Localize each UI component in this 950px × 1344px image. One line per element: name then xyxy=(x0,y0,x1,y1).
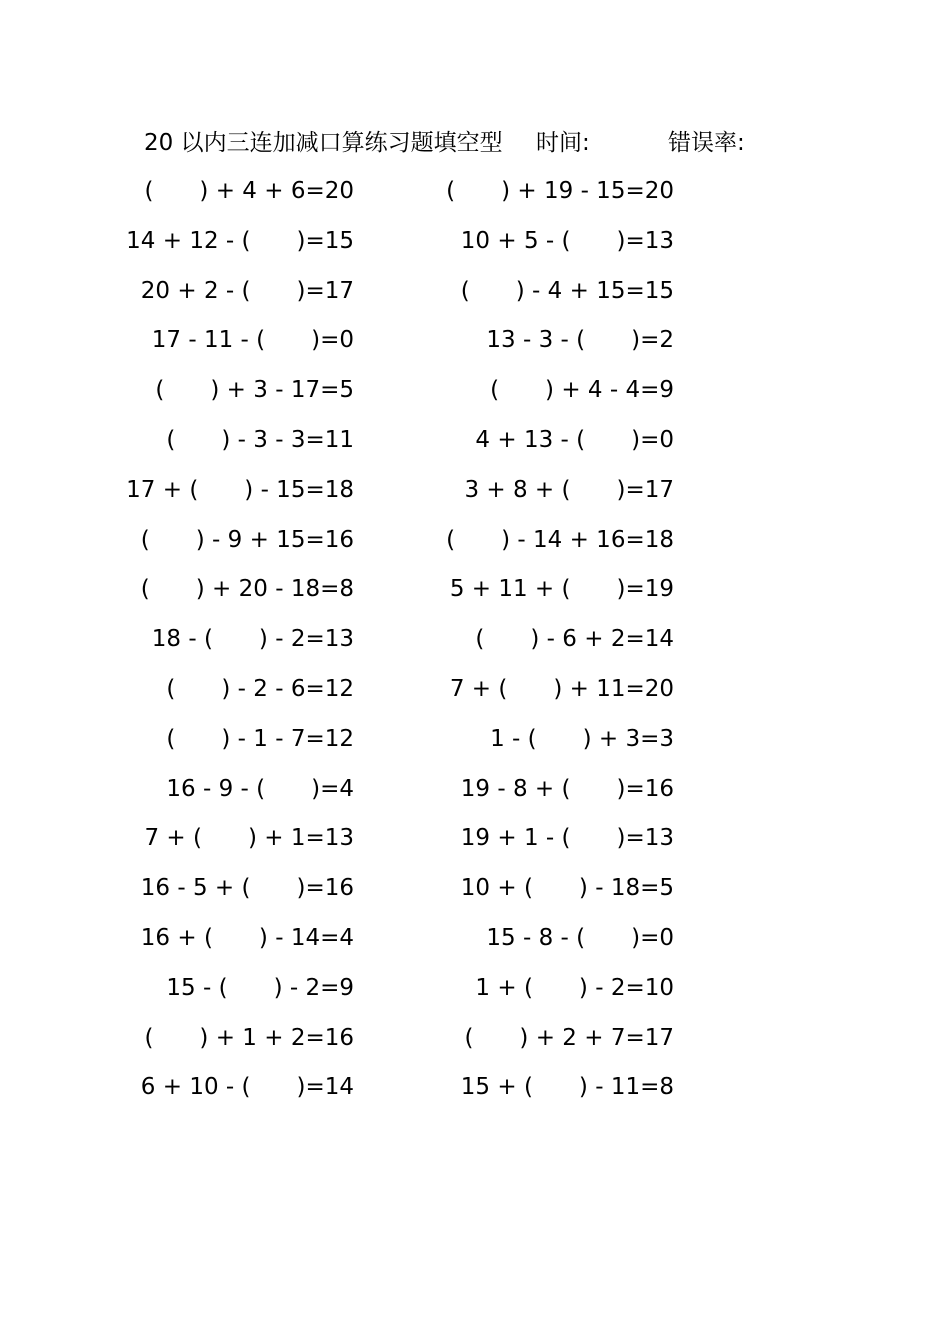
time-label: 时间: xyxy=(536,130,590,156)
problem-row xyxy=(0,572,950,622)
problem-right: ( ) + 19 - 15=20 xyxy=(446,178,674,204)
problem-right: ( ) - 14 + 16=18 xyxy=(446,526,674,553)
problem-right: 7 + ( ) + 11=20 xyxy=(449,675,674,702)
problem-left: 17 - 11 - ( )=0 xyxy=(151,327,354,354)
problem-row xyxy=(0,473,950,523)
problem-right: 10 + ( ) - 18=5 xyxy=(460,875,674,902)
problem-row xyxy=(0,423,950,473)
problem-right: 13 - 3 - ( )=2 xyxy=(486,327,674,354)
problem-right: ( ) - 6 + 2=14 xyxy=(475,626,674,653)
problem-left: 6 + 10 - ( )=14 xyxy=(140,1074,354,1101)
problem-row xyxy=(0,772,950,822)
problem-right: 15 - 8 - ( )=0 xyxy=(486,924,674,951)
problem-left: ( ) - 3 - 3=11 xyxy=(166,426,354,453)
problem-row xyxy=(0,274,950,324)
problem-right: 4 + 13 - ( )=0 xyxy=(475,426,674,453)
problem-right: ( ) + 4 - 4=9 xyxy=(490,377,674,404)
problem-row xyxy=(0,523,950,573)
problem-right: ( ) - 4 + 15=15 xyxy=(460,277,674,304)
problem-right: ( ) + 2 + 7=17 xyxy=(464,1024,674,1051)
problem-right: 19 - 8 + ( )=16 xyxy=(460,775,674,802)
problem-left: ( ) - 1 - 7=12 xyxy=(166,725,354,752)
problem-left: 16 - 9 - ( )=4 xyxy=(166,775,354,802)
problem-row xyxy=(0,722,950,772)
problem-left: 16 - 5 + ( )=16 xyxy=(140,875,354,902)
problem-row xyxy=(0,1021,950,1071)
problem-row xyxy=(0,871,950,921)
problem-right: 3 + 8 + ( )=17 xyxy=(464,476,674,503)
error-rate-label: 错误率: xyxy=(668,130,745,156)
problem-row xyxy=(0,971,950,1021)
problem-row xyxy=(0,373,950,423)
problem-left: 15 - ( ) - 2=9 xyxy=(166,974,354,1001)
problem-left: ( ) + 4 + 6=20 xyxy=(144,178,354,204)
problem-row xyxy=(0,323,950,373)
problem-list xyxy=(0,174,950,1120)
problem-right: 1 - ( ) + 3=3 xyxy=(490,725,674,752)
problem-row xyxy=(0,1070,950,1120)
problem-right: 19 + 1 - ( )=13 xyxy=(460,825,674,852)
problem-row xyxy=(0,921,950,971)
problem-right: 5 + 11 + ( )=19 xyxy=(449,576,674,603)
problem-row xyxy=(0,224,950,274)
problem-right: 10 + 5 - ( )=13 xyxy=(460,227,674,254)
problem-left: 20 + 2 - ( )=17 xyxy=(140,277,354,304)
worksheet-header xyxy=(144,126,784,160)
problem-left: 17 + ( ) - 15=18 xyxy=(126,476,354,503)
problem-left: 7 + ( ) + 1=13 xyxy=(144,825,354,852)
problem-left: ( ) + 20 - 18=8 xyxy=(140,576,354,603)
problem-left: 16 + ( ) - 14=4 xyxy=(140,924,354,951)
problem-right: 1 + ( ) - 2=10 xyxy=(475,974,674,1001)
problem-row xyxy=(0,672,950,722)
problem-left: 14 + 12 - ( )=15 xyxy=(126,227,354,254)
problem-left: ( ) - 2 - 6=12 xyxy=(166,675,354,702)
problem-left: 18 - ( ) - 2=13 xyxy=(151,626,354,653)
problem-row xyxy=(0,821,950,871)
problem-row xyxy=(0,174,950,224)
problem-right: 15 + ( ) - 11=8 xyxy=(460,1074,674,1101)
problem-left: ( ) + 1 + 2=16 xyxy=(144,1024,354,1051)
problem-left: ( ) - 9 + 15=16 xyxy=(140,526,354,553)
problem-left: ( ) + 3 - 17=5 xyxy=(155,377,354,404)
worksheet-title: 20 以内三连加减口算练习题填空型 xyxy=(144,130,503,156)
problem-row xyxy=(0,622,950,672)
